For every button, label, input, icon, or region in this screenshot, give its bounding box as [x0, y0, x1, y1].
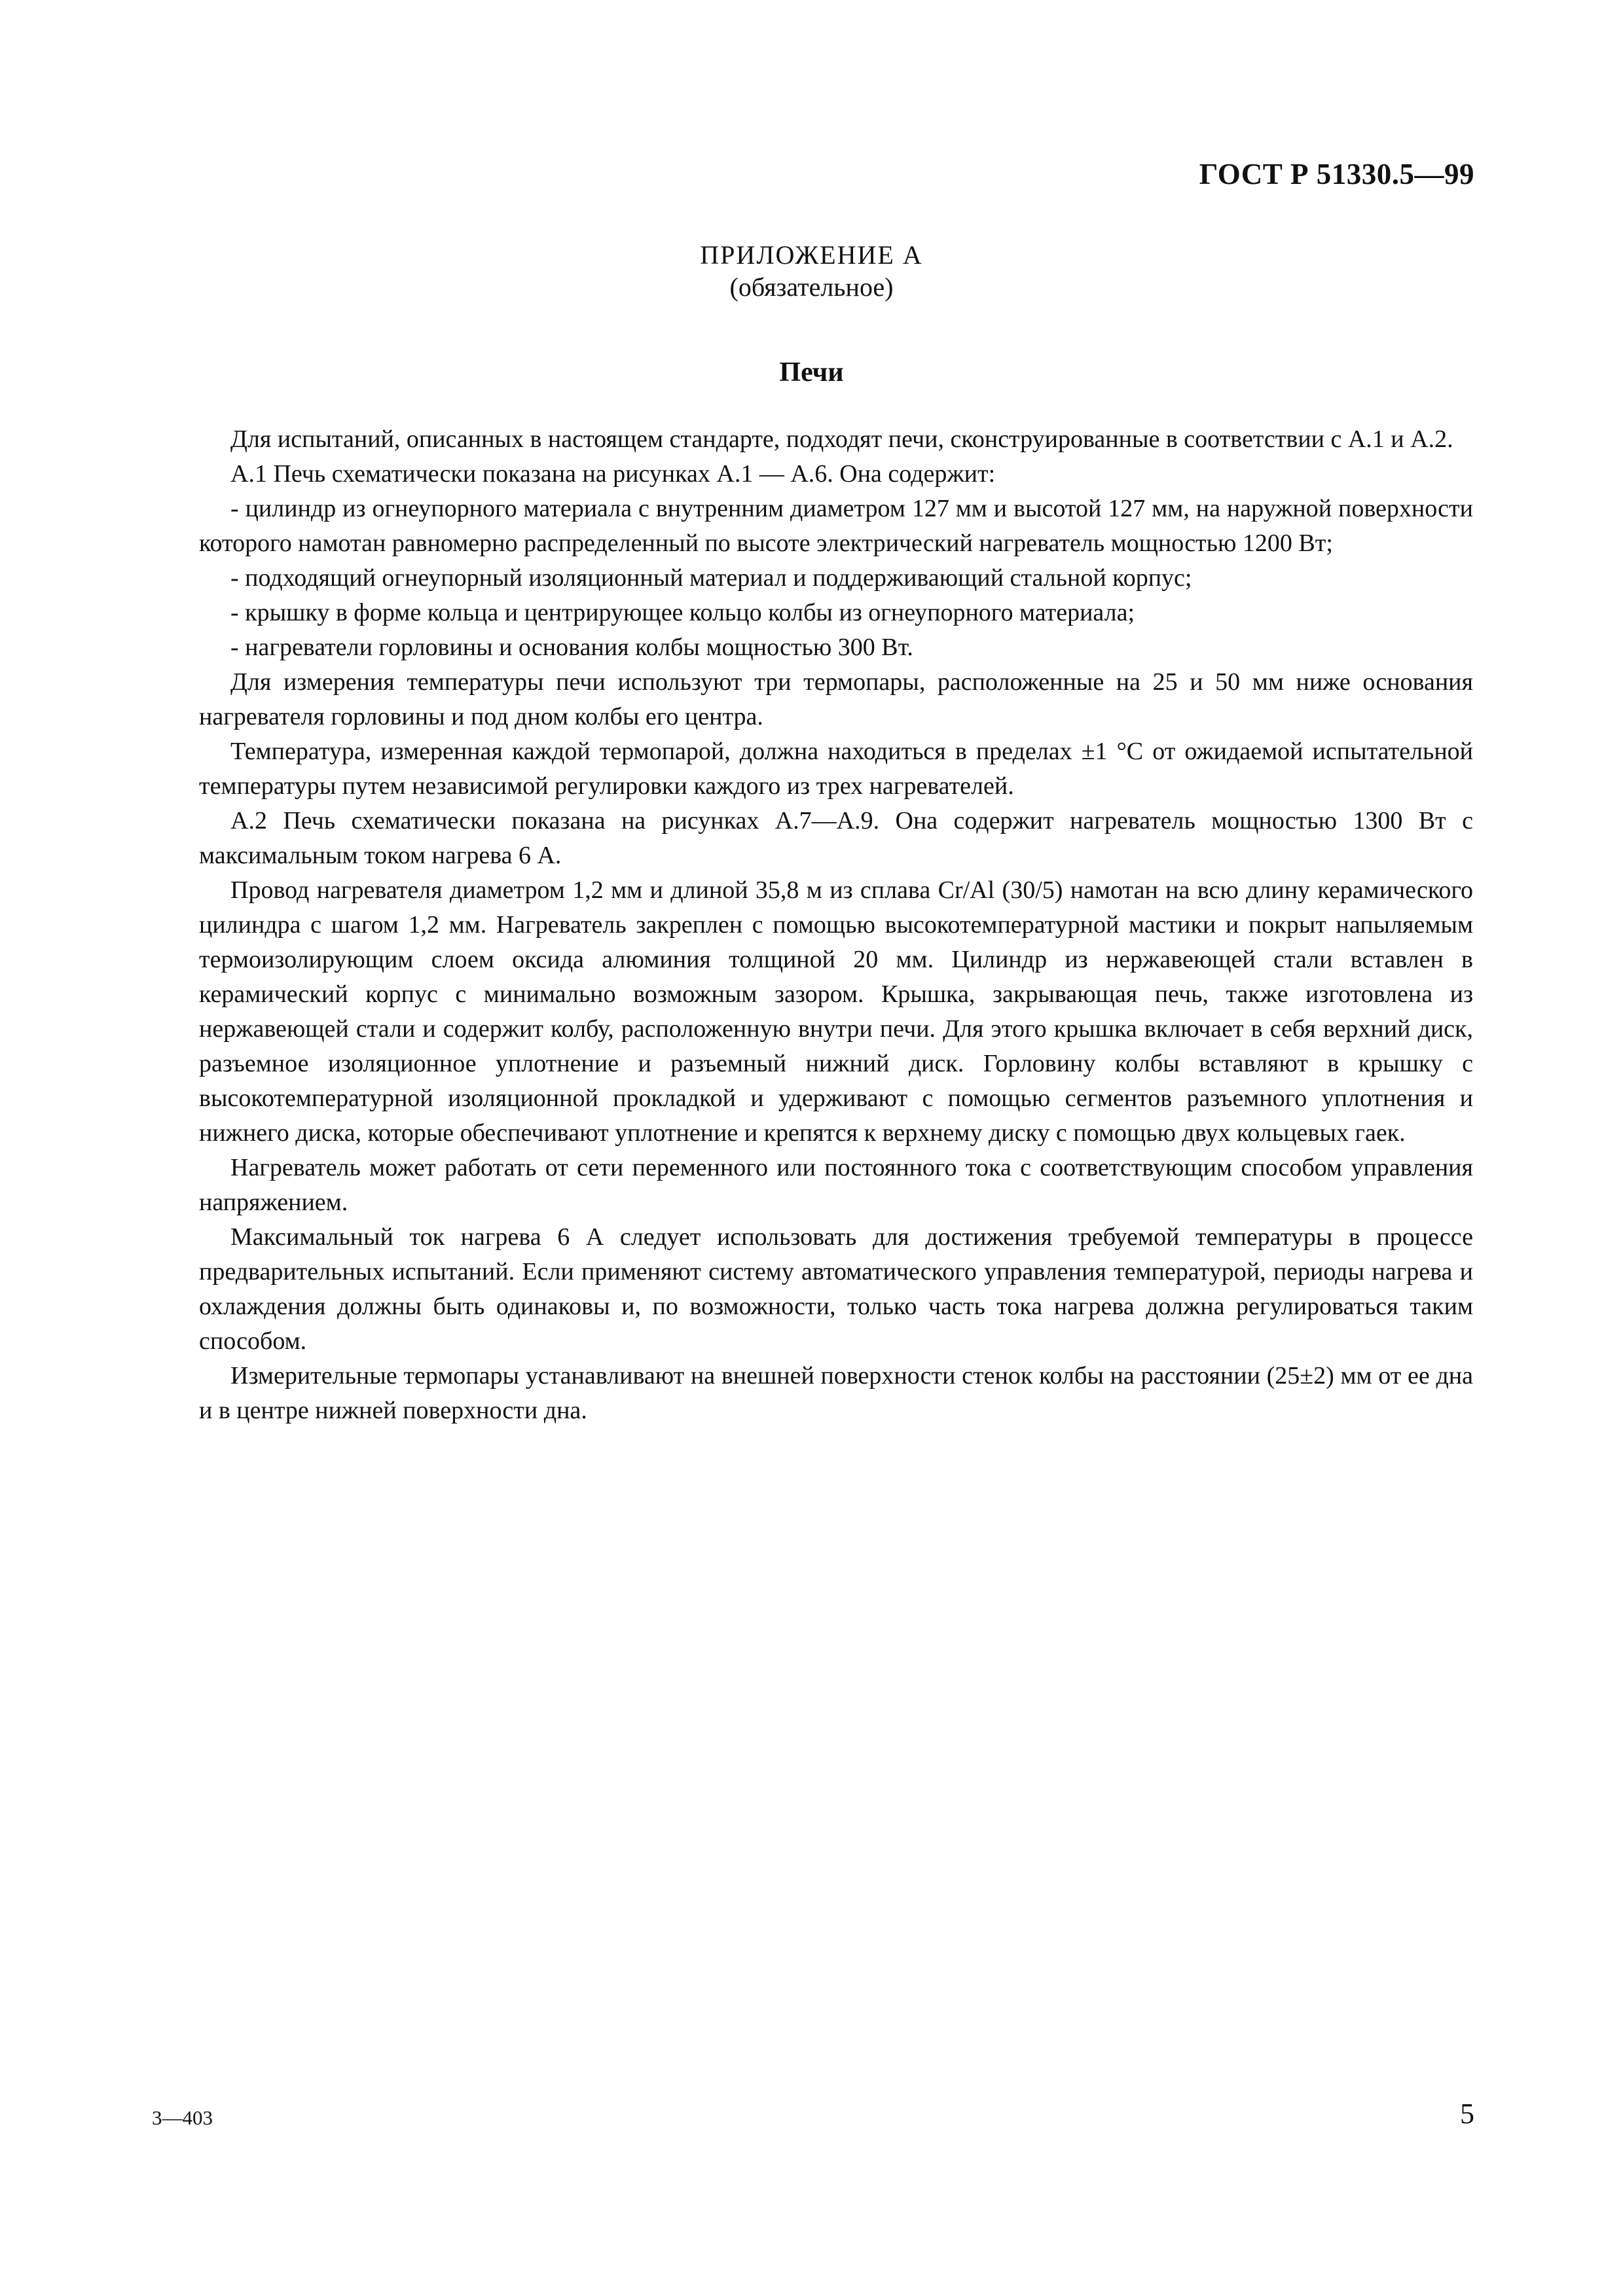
paragraph-measuring-thermocouples: Измерительные термопары устанавливают на внешней поверхности стенок колбы на расстоянии (25±2) мм от ее дна и в центре нижней поверхности дна.: [199, 1362, 1473, 1424]
print-mark: 3—403: [152, 2106, 213, 2129]
body-text: [199, 422, 1473, 1428]
paragraph-a2: А.2 Печь схематически показана на рисунках А.7—А.9. Она содержит нагреватель мощностью 1300 Вт с максимальным током нагрева 6 А.: [199, 807, 1473, 869]
list-item-cylinder: - цилиндр из огнеупорного материала с внутренним диаметром 127 мм и высотой 127 мм, на наружной поверхности которого намотан равномерно распределенный по высоте электрический нагреватель мощностью 1200 Вт;: [199, 495, 1473, 557]
appendix-title: ПРИЛОЖЕНИЕ А: [700, 240, 923, 270]
section-title: Печи: [779, 357, 844, 387]
list-item-lid: - крышку в форме кольца и центрирующее кольцо колбы из огнеупорного материала;: [230, 599, 1135, 626]
paragraph-power-supply: Нагреватель может работать от сети переменного или постоянного тока с соответствующим способом управления напряжением.: [199, 1154, 1473, 1216]
document-code: ГОСТ Р 51330.5—99: [1199, 158, 1474, 190]
page-number: 5: [1460, 2098, 1474, 2130]
paragraph-temperature: Температура, измеренная каждой термопарой, должна находиться в пределах ±1 °С от ожидаемой испытательной температуры путем независимой регулировки каждого из трех нагревателей.: [199, 738, 1473, 800]
paragraph-thermocouples: Для измерения температуры печи используют три термопары, расположенные на 25 и 50 мм ниже основания нагревателя горловины и под дном колбы его центра.: [199, 668, 1473, 730]
appendix-heading: [0, 239, 1623, 303]
paragraph-intro: Для испытаний, описанных в настоящем стандарте, подходят печи, сконструированные в соответствии с А.1 и А.2.: [230, 425, 1453, 453]
paragraph-a1: А.1 Печь схематически показана на рисунках А.1 — А.6. Она содержит:: [230, 460, 996, 488]
paragraph-max-current: Максимальный ток нагрева 6 А следует использовать для достижения требуемой температуры в процессе предварительных испытаний. Если применяют систему автоматического управления температурой, периоды нагрева и охлаждения должны быть одинаковы и, по возможности, только часть тока нагрева должна регулироваться таким способом.: [199, 1223, 1473, 1355]
list-item-heaters: - нагреватели горловины и основания колбы мощностью 300 Вт.: [230, 634, 913, 661]
appendix-status: (обязательное): [729, 272, 894, 302]
paragraph-heater-wire: Провод нагревателя диаметром 1,2 мм и длиной 35,8 м из сплава Cr/Al (30/5) намотан на всю длину керамического цилиндра с шагом 1,2 мм. Нагреватель закреплен с помощью высокотемпературной мастики и покрыт напыляемым термоизолирующим слоем оксида алюминия толщиной 20 мм. Цилиндр из нержавеющей стали вставлен в керамический корпус с минимально возможным зазором. Крышка, закрывающая печь, также изготовлена из нержавеющей стали и содержит колбу, расположенную внутри печи. Для этого крышка включает в себя верхний диск, разъемное изоляционное уплотнение и разъемный нижний диск. Горловину колбы вставляют в крышку с высокотемпературной изоляционной прокладкой и удерживают с помощью сегментов разъемного уплотнения и нижнего диска, которые обеспечивают уплотнение и крепятся к верхнему диску с помощью двух кольцевых гаек.: [199, 876, 1473, 1147]
list-item-insulation: - подходящий огнеупорный изоляционный материал и поддерживающий стальной корпус;: [230, 564, 1192, 592]
